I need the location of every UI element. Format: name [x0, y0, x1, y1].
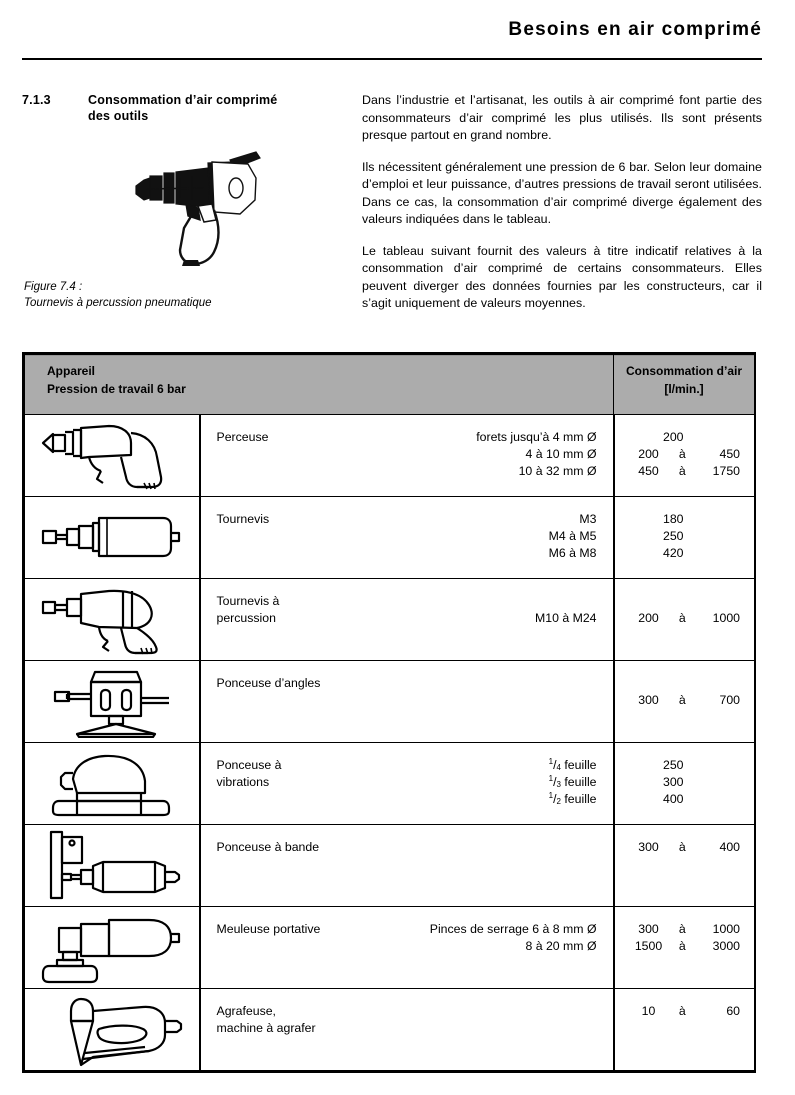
consumption-min: 300	[638, 922, 659, 936]
consumption-max: 700	[719, 693, 741, 707]
consumption-cell	[614, 415, 755, 497]
consumption-value: 180	[663, 512, 684, 526]
consumption-cell	[614, 743, 755, 825]
consumption-range-separator: à	[678, 464, 686, 478]
intro-left-column	[22, 92, 352, 309]
tool-spec-line: forets jusqu’à 4 mm Ø	[476, 430, 597, 444]
tool-illustration-cell	[25, 415, 200, 497]
tool-spec-line: M4 à M5	[548, 529, 597, 543]
consumption-cell	[614, 579, 755, 661]
consumption-min: 300	[638, 693, 659, 707]
tools-table	[24, 354, 755, 1071]
tool-name-line: Agrafeuse,	[216, 1004, 276, 1018]
table-row	[25, 989, 755, 1071]
consumption-value: 250	[663, 758, 684, 772]
consumption-value: 420	[663, 546, 684, 560]
tool-name-line: percussion	[216, 611, 276, 625]
consumption-max: 1000	[712, 611, 741, 625]
section-title-line2: des outils	[88, 109, 149, 123]
tool-spec-cell	[380, 907, 614, 989]
tool-name-line: Perceuse	[216, 430, 269, 444]
consumption-spacer	[615, 675, 755, 692]
impact-wrench-icon	[25, 585, 199, 655]
consumption-range	[615, 446, 755, 463]
consumption-range-separator: à	[678, 693, 686, 707]
tool-spec-line: M6 à M8	[548, 546, 597, 560]
consumption-min: 200	[638, 611, 659, 625]
tool-spec-cell	[380, 989, 614, 1071]
consumption-range-separator: à	[678, 840, 686, 854]
tool-name-cell	[200, 497, 380, 579]
consumption-cell	[614, 825, 755, 907]
table-header-device-line2: Pression de travail 6 bar	[47, 382, 186, 396]
consumption-value: 400	[663, 792, 684, 806]
tool-spec-line: 8 à 20 mm Ø	[525, 939, 597, 953]
tool-name-cell	[200, 579, 380, 661]
tool-illustration-cell	[25, 497, 200, 579]
table-row	[25, 661, 755, 743]
consumption-max: 60	[726, 1004, 741, 1018]
consumption-range	[615, 921, 755, 938]
figure-caption-line2: Tournevis à percussion pneumatique	[24, 297, 212, 309]
figure-caption-line1: Figure 7.4 :	[24, 281, 83, 293]
tool-spec-line	[380, 675, 597, 692]
tool-spec-line: M3	[579, 512, 597, 526]
tool-spec-line	[380, 692, 597, 709]
table-row	[25, 415, 755, 497]
intro-paragraph-2: Ils nécessitent généralement une pression de 6 bar. Selon leur domaine d’emploi et leur puissance, d’autres pressions de travail seront utilisées. Dans ce cas, la consommation d’air comprimé diverge également des valeurs indiquées dans le tableau.	[362, 159, 762, 226]
consumption-range	[615, 610, 755, 627]
angle-sander-icon	[25, 666, 199, 738]
consumption-max: 3000	[712, 939, 741, 953]
tool-spec-line	[380, 1003, 597, 1020]
table-header-row	[25, 355, 755, 415]
pneumatic-drill-icon	[25, 421, 199, 491]
table-row	[25, 825, 755, 907]
consumption-value: 200	[663, 430, 684, 444]
pneumatic-screwdriver-icon	[25, 507, 199, 569]
consumption-max: 450	[719, 447, 741, 461]
consumption-range	[615, 463, 755, 480]
intro-section	[22, 92, 762, 337]
consumption-range-separator: à	[678, 922, 686, 936]
stapler-icon	[25, 991, 199, 1069]
tool-name-line: Ponceuse d’angles	[216, 676, 321, 690]
consumption-range-separator: à	[678, 939, 686, 953]
consumption-range	[615, 1003, 755, 1020]
tool-name-line: Tournevis à	[216, 594, 280, 608]
tool-name-line: Tournevis	[216, 512, 270, 526]
consumption-cell	[614, 661, 755, 743]
tool-name-line: Ponceuse à bande	[216, 840, 320, 854]
intro-right-column	[362, 92, 762, 313]
page-header	[22, 18, 762, 42]
orbital-sander-icon	[25, 751, 199, 817]
consumption-range	[615, 839, 755, 856]
consumption-range	[615, 692, 755, 709]
intro-paragraph-3: Le tableau suivant fournit des valeurs à titre indicatif relatives à la consommation d’air comprimé de certains consommateurs. Elles peuvent diverger des données fournies par les constructeurs, car il s’agit uniquement de valeurs moyennes.	[362, 243, 762, 310]
table-body	[25, 415, 755, 1071]
consumption-range-separator: à	[678, 1004, 686, 1018]
tool-spec-cell	[380, 661, 614, 743]
section-number: 7.1.3	[22, 93, 51, 107]
tool-illustration-cell	[25, 989, 200, 1071]
tools-table-container	[22, 352, 756, 1073]
table-row	[25, 907, 755, 989]
tool-spec-line: M10 à M24	[535, 611, 597, 625]
tool-name-line: vibrations	[216, 775, 270, 789]
tool-name-line: Ponceuse à	[216, 758, 282, 772]
table-header-device	[25, 355, 614, 415]
tool-spec-cell	[380, 579, 614, 661]
tool-illustration-cell	[25, 825, 200, 907]
table-header-device-line1: Appareil	[47, 364, 96, 378]
tool-illustration-cell	[25, 579, 200, 661]
tool-name-cell	[200, 825, 380, 907]
consumption-max: 1750	[712, 464, 741, 478]
consumption-max: 400	[719, 840, 741, 854]
table-header-consumption-line1: Consommation d’air	[626, 364, 743, 378]
tool-illustration-cell	[25, 743, 200, 825]
tool-name-cell	[200, 661, 380, 743]
section-title	[88, 92, 277, 124]
section-title-line1: Consommation d’air comprimé	[88, 93, 278, 107]
tool-name-line: machine à agrafer	[216, 1021, 316, 1035]
tool-spec-cell	[380, 743, 614, 825]
table-row	[25, 579, 755, 661]
consumption-max: 1000	[712, 922, 741, 936]
tool-name-cell	[200, 743, 380, 825]
tool-name-cell	[200, 415, 380, 497]
consumption-min: 300	[638, 840, 659, 854]
consumption-spacer	[615, 593, 755, 610]
consumption-cell	[614, 989, 755, 1071]
consumption-min: 1500	[634, 939, 663, 953]
tool-spec-line: 10 à 32 mm Ø	[518, 464, 597, 478]
intro-paragraph-1: Dans l’industrie et l’artisanat, les outils à air comprimé font partie des consommateurs d’air comprimé les plus utilisés. Ils sont présents presque partout en grand nombre.	[362, 93, 762, 142]
table-header-consumption	[614, 355, 755, 415]
tool-illustration-cell	[25, 661, 200, 743]
consumption-range-separator: à	[678, 447, 686, 461]
tool-spec-cell	[380, 497, 614, 579]
section-heading	[22, 92, 352, 124]
tool-spec-line	[380, 593, 597, 610]
tool-spec-line	[380, 839, 597, 856]
tool-spec-line: $^1/_3$ feuille	[548, 773, 597, 789]
die-grinder-icon	[25, 910, 199, 986]
header-rule	[22, 58, 762, 60]
consumption-min: 450	[638, 464, 659, 478]
belt-sander-icon	[25, 828, 199, 904]
tool-spec-line: 4 à 10 mm Ø	[525, 447, 597, 461]
figure-caption	[24, 279, 344, 311]
pneumatic-impact-screwdriver-icon	[80, 148, 310, 268]
table-row	[25, 743, 755, 825]
tool-spec-cell	[380, 415, 614, 497]
consumption-min: 200	[638, 447, 659, 461]
table-row	[25, 497, 755, 579]
page-title: Besoins en air comprimé	[508, 19, 762, 40]
figure-image	[80, 148, 310, 268]
tool-spec-cell	[380, 825, 614, 907]
tool-name-cell	[200, 989, 380, 1071]
tool-name-line: Meuleuse portative	[216, 922, 321, 936]
consumption-min: 10	[641, 1004, 656, 1018]
consumption-value: 250	[663, 529, 684, 543]
table-header	[25, 355, 755, 415]
consumption-cell	[614, 497, 755, 579]
consumption-cell	[614, 907, 755, 989]
consumption-value: 300	[663, 775, 684, 789]
tool-spec-line: Pinces de serrage 6 à 8 mm Ø	[429, 922, 597, 936]
tool-spec-line: $^1/_2$ feuille	[548, 790, 597, 806]
consumption-range-separator: à	[678, 611, 686, 625]
tool-spec-line: $^1/_4$ feuille	[548, 756, 597, 772]
consumption-range	[615, 938, 755, 955]
table-header-consumption-unit: [l/min.]	[664, 382, 704, 396]
tool-illustration-cell	[25, 907, 200, 989]
tool-name-cell	[200, 907, 380, 989]
